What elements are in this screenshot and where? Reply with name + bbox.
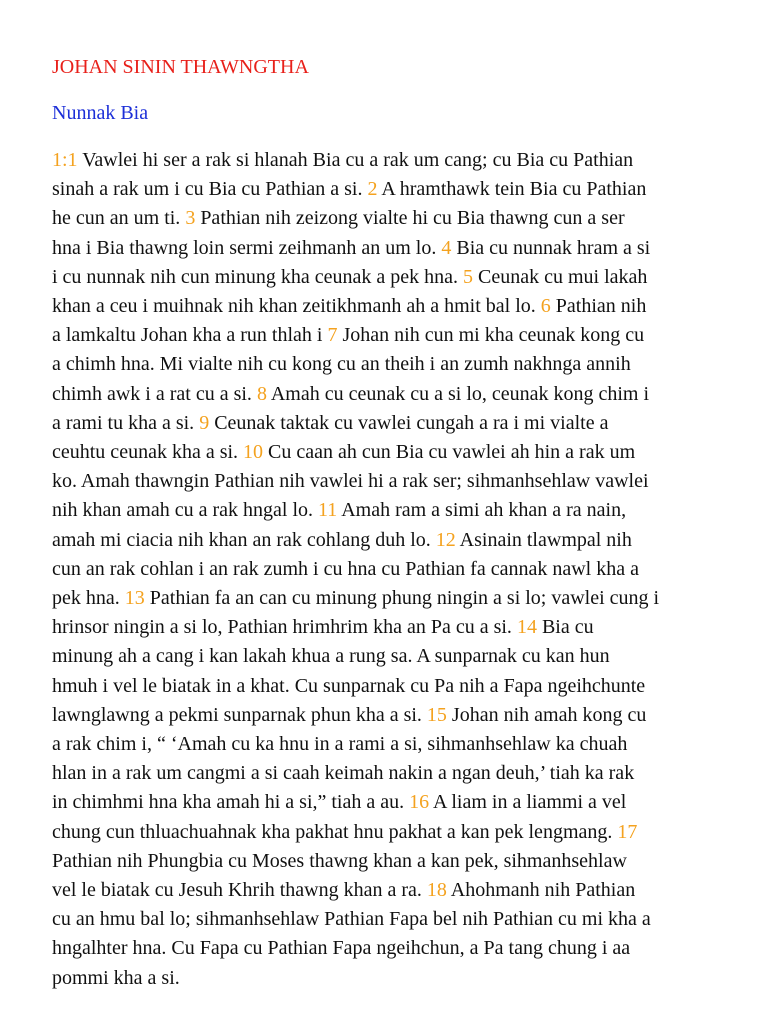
passage-line: [52, 701, 722, 730]
document-page: [52, 54, 724, 993]
passage-line: [52, 467, 722, 496]
passage-line: [52, 934, 722, 963]
verse-text: ko. Amah thawngin Pathian nih vawlei hi a rak ser; sihmanhsehlaw vawlei: [52, 470, 649, 493]
passage-line: [52, 204, 722, 233]
verse-text: Asinain tlawmpal nih: [455, 528, 632, 551]
verse-text: cu an hmu bal lo; sihmanhsehlaw Pathian Fapa bel nih Pathian cu mi kha a: [52, 908, 651, 931]
verse-number: 14: [516, 616, 537, 639]
verse-number: 18: [426, 879, 447, 902]
verse-text: cun an rak cohlan i an rak zumh i cu hna cu Pathian fa cannak nawl kha a: [52, 557, 639, 580]
verse-text: A liam in a liammi a vel: [429, 791, 627, 814]
verse-text: he cun an um ti.: [52, 207, 186, 230]
verse-text: pek hna.: [52, 587, 125, 610]
verse-text: hna i Bia thawng loin sermi zeihmanh an um lo.: [52, 236, 442, 259]
verse-text: Amah cu ceunak cu a si lo, ceunak kong chim i: [266, 382, 650, 405]
passage-line: [52, 146, 722, 175]
verse-text: hlan in a rak um cangmi a si caah keimah nakin a ngan deuh,’ tiah ka rak: [52, 762, 635, 785]
passage-line: [52, 905, 722, 934]
verse-number: 6: [540, 295, 551, 318]
verse-text: a rak chim i, “ ‘Amah cu ka hnu in a rami a si, sihmanhsehlaw ka chuah: [52, 733, 628, 756]
passage-line: [52, 788, 722, 817]
verse-text: chung cun thluachuahnak kha pakhat hnu pakhat a kan pek lengmang.: [52, 820, 618, 843]
passage-line: [52, 380, 722, 409]
verse-text: Ahohmanh nih Pathian: [446, 879, 636, 902]
verse-number: 15: [426, 703, 447, 726]
passage-line: [52, 350, 722, 379]
verse-number: 17: [617, 820, 638, 843]
passage-line: [52, 964, 722, 993]
verse-text: a rami tu kha a si.: [52, 411, 200, 434]
passage-line: [52, 409, 722, 438]
verse-text: hngalhter hna. Cu Fapa cu Pathian Fapa ngeihchun, a Pa tang chung i aa: [52, 937, 631, 960]
passage-line: [52, 555, 722, 584]
scripture-passage: [52, 146, 722, 993]
verse-text: nih khan amah cu a rak hngal lo.: [52, 499, 319, 522]
verse-number: 2: [367, 178, 378, 201]
verse-number: 7: [327, 324, 338, 347]
verse-text: hmuh i vel le biatak in a khat. Cu sunparnak cu Pa nih a Fapa ngeihchunte: [52, 674, 646, 697]
verse-text: A hramthawk tein Bia cu Pathian: [377, 178, 647, 201]
verse-text: Pathian nih Phungbia cu Moses thawng khan a kan pek, sihmanhsehlaw: [52, 849, 627, 872]
verse-number: 12: [435, 528, 456, 551]
verse-number: 13: [124, 587, 145, 610]
verse-text: Pathian fa an can cu minung phung ningin a si lo; vawlei cung i: [144, 587, 660, 610]
verse-text: Cu caan ah cun Bia cu vawlei ah hin a rak um: [263, 441, 636, 464]
passage-line: [52, 759, 722, 788]
section-title: Nunnak Bia: [52, 102, 149, 124]
verse-text: Bia cu nunnak hram a si: [451, 236, 651, 259]
verse-text: Ceunak taktak cu vawlei cungah a ra i mi vialte a: [209, 411, 609, 434]
verse-number: 3: [185, 207, 196, 230]
verse-number: 10: [243, 441, 264, 464]
verse-text: pommi kha a si.: [52, 966, 180, 989]
verse-text: hrinsor ningin a si lo, Pathian hrimhrim kha an Pa cu a si.: [52, 616, 517, 639]
verse-text: chimh awk i a rat cu a si.: [52, 382, 257, 405]
verse-text: Johan nih amah kong cu: [446, 703, 647, 726]
verse-number: 1:1: [52, 149, 78, 171]
verse-text: ceuhtu ceunak kha a si.: [52, 441, 244, 464]
verse-text: Bia cu: [536, 616, 594, 639]
passage-line: [52, 438, 722, 467]
verse-text: a lamkaltu Johan kha a run thlah i: [52, 324, 328, 347]
passage-line: [52, 876, 722, 905]
passage-line: [52, 526, 722, 555]
verse-text: Ceunak cu mui lakah: [473, 265, 648, 288]
verse-text: minung ah a cang i kan lakah khua a rung sa. A sunparnak cu kan hun: [52, 645, 610, 668]
passage-line: [52, 613, 722, 642]
verse-text: Pathian nih zeizong vialte hi cu Bia thawng cun a ser: [195, 207, 625, 230]
verse-text: sinah a rak um i cu Bia cu Pathian a si.: [52, 178, 368, 201]
verse-text: vel le biatak cu Jesuh Khrih thawng khan a ra.: [52, 879, 427, 902]
passage-line: [52, 496, 722, 525]
verse-number: 4: [441, 236, 452, 259]
passage-line: [52, 818, 722, 847]
verse-number: 11: [318, 499, 338, 522]
verse-text: Johan nih cun mi kha ceunak kong cu: [337, 324, 645, 347]
passage-line: [52, 321, 722, 350]
passage-line: [52, 175, 722, 204]
verse-text: Pathian nih: [550, 295, 647, 318]
passage-line: [52, 730, 722, 759]
verse-text: Amah ram a simi ah khan a ra nain,: [337, 499, 627, 522]
passage-line: [52, 672, 722, 701]
passage-line: [52, 847, 722, 876]
verse-number: 9: [199, 411, 210, 434]
book-title: JOHAN SININ THAWNGTHA: [52, 56, 309, 78]
verse-number: 16: [409, 791, 430, 814]
verse-text: Vawlei hi ser a rak si hlanah Bia cu a rak um cang; cu Bia cu Pathian: [77, 149, 634, 171]
verse-number: 5: [463, 265, 473, 288]
passage-line: [52, 292, 722, 321]
verse-text: lawnglawng a pekmi sunparnak phun kha a si.: [52, 703, 427, 726]
passage-line: [52, 584, 722, 613]
verse-text: i cu nunnak nih cun minung kha ceunak a pek hna.: [52, 265, 463, 288]
passage-line: [52, 642, 722, 671]
verse-text: in chimhmi hna kha amah hi a si,” tiah a au.: [52, 791, 410, 814]
verse-text: a chimh hna. Mi vialte nih cu kong cu an theih i an zumh nakhnga annih: [52, 353, 631, 376]
verse-number: 8: [256, 382, 267, 405]
verse-text: khan a ceu i muihnak nih khan zeitikhmanh ah a hmit bal lo.: [52, 295, 541, 318]
passage-line: [52, 234, 722, 263]
passage-line: [52, 263, 722, 292]
verse-text: amah mi ciacia nih khan an rak cohlang duh lo.: [52, 528, 436, 551]
